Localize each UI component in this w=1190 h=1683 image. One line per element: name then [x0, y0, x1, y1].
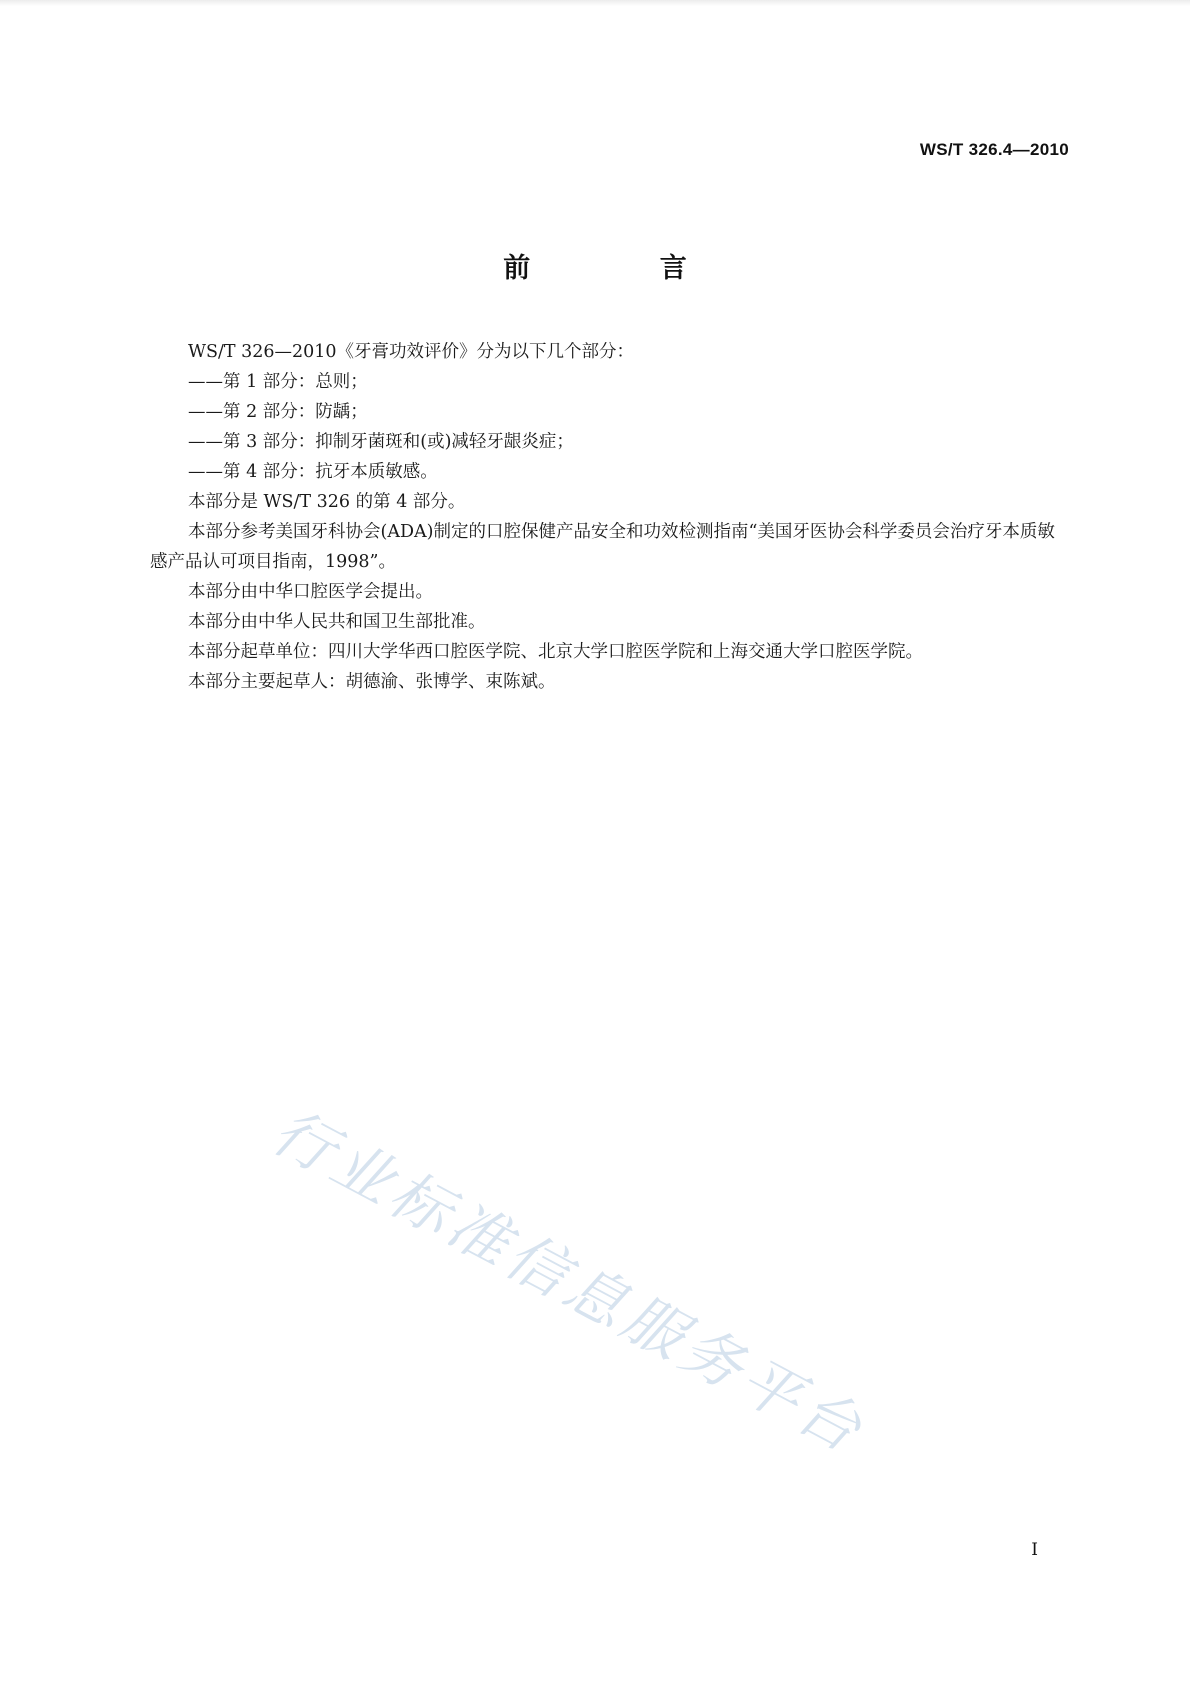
list-item-part-2: ——第 2 部分：防龋； — [188, 402, 368, 422]
watermark: 行业标准信息服务平台 — [261, 1096, 877, 1469]
list-item-part-3: ——第 3 部分：抑制牙菌斑和(或)减轻牙龈炎症； — [188, 432, 574, 452]
page-title: 前 言 — [503, 253, 747, 284]
paragraph-drafting-units: 本部分起草单位：四川大学华西口腔医学院、北京大学口腔医学院和上海交通大学口腔医学院。 — [188, 642, 923, 662]
paragraph-drafters: 本部分主要起草人：胡德渝、张博学、束陈斌。 — [188, 672, 556, 692]
document-code: WS/T 326.4—2010 — [919, 140, 1069, 159]
scan-edge — [0, 0, 1190, 6]
paragraph-approved-by: 本部分由中华人民共和国卫生部批准。 — [188, 612, 486, 632]
paragraph-part-note: 本部分是 WS/T 326 的第 4 部分。 — [188, 492, 466, 512]
paragraph-proposed-by: 本部分由中华口腔医学会提出。 — [188, 582, 433, 602]
paragraph-reference: 本部分参考美国牙科协会(ADA)制定的口腔保健产品安全和功效检测指南“美国牙医协会科学委员会治疗牙本质敏感产品认可项目指南，1998”。 — [150, 522, 1055, 572]
list-item-part-1: ——第 1 部分：总则； — [188, 372, 368, 392]
foreword-body — [150, 337, 1070, 697]
paragraph-intro: WS/T 326—2010《牙膏功效评价》分为以下几个部分： — [188, 342, 635, 362]
list-item-part-4: ——第 4 部分：抗牙本质敏感。 — [188, 462, 438, 482]
page-number: I — [1031, 1540, 1038, 1560]
